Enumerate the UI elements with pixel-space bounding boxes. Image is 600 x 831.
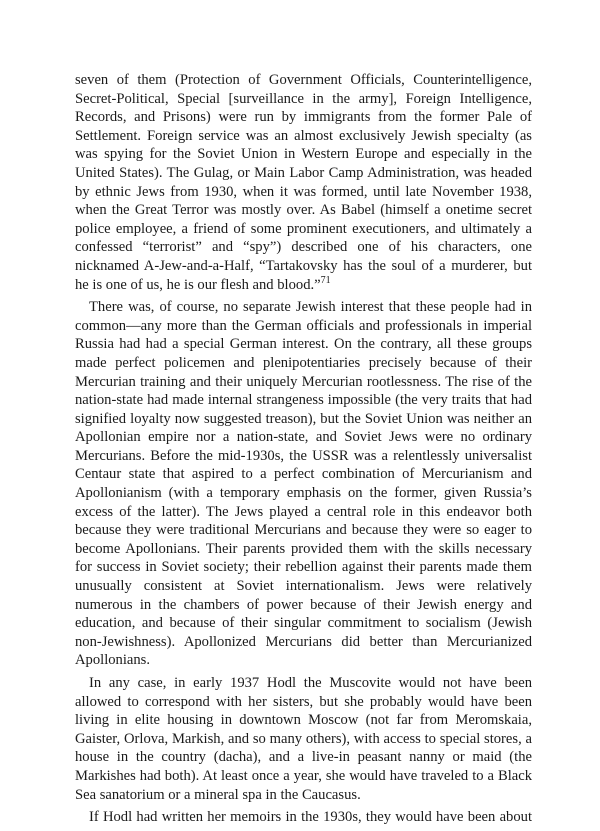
paragraph-1 — [75, 71, 532, 294]
paragraph-3: In any case, in early 1937 Hodl the Muscovite would not have been allowed to correspond with her sisters, but she probably would have been living in elite housing in downtown Moscow (not far from Meromskaia, Gaister, Orlova, Markish, and so many others), with access to special stores, a house in the country (dacha), and a live-in peasant nanny or maid (the Markishes had both). At least once a year, she would have traveled to a Black Sea sanatorium or a mineral spa in the Caucasus. — [75, 675, 532, 803]
book-page — [75, 71, 532, 831]
footnote-marker: 71 — [320, 274, 331, 286]
paragraph-1-text: seven of them (Protection of Government Officials, Counterintelligence, Secret-Political, Special [surveillance in the army], Foreign Intelligence, Records, and Prisons) were run by immigrants from the former Pale of Settlement. Foreign service was an almost exclusively Jewish specialty (as was spying for the Soviet Union in Western Europe and especially in the United States). The Gulag, or Main Labor Camp Administration, was headed by ethnic Jews from 1930, when it was formed, until late November 1938, when the Great Terror was mostly over. As Babel (himself a onetime secret police employee, a friend of some prominent executioners, and ultimately a confessed “terrorist” and “spy”) described one of his characters, one nicknamed A-Jew-and-a-Half, “Tartakovsky has the soul of a murderer, but he is one of us, he is our flesh and blood.” — [75, 72, 532, 293]
paragraph-4: If Hodl had written her memoirs in the 1930s, they would have been about — [89, 809, 532, 826]
paragraph-2: There was, of course, no separate Jewish interest that these people had in common—any more than the German officials and professionals in imperial Russia had had a special German interest. On the contrary, all these groups made perfect policemen and plenipotentiaries precisely because of their Mercurian training and their uniquely Mercurian rootlessness. The rise of the nation-state had made internal strangeness impossible (the very traits that had signified loyalty now suggested treason), but the Soviet Union was neither an Apollonian empire nor a nation-state, and Soviet Jews were no ordinary Mercurians. Before the mid-1930s, the USSR was a relentlessly universalist Centaur state that aspired to a perfect combination of Mercurianism and Apollonianism (with a temporary emphasis on the former, given Russia’s excess of the latter). The Jews played a central role in this endeavor both because they were traditional Mercurians and because they were so eager to become Apollonians. Their parents provided them with the skills necessary for success in Soviet society; their rebellion against their parents made them unusually consistent at Soviet internationalism. Jews were relatively numerous in the chambers of power because of their Jewish energy and education, and because of their singular commitment to socialism (Jewish non-Jewishness). Apollonized Mercurians did better than Mercurianized Apollonians. — [75, 299, 532, 669]
